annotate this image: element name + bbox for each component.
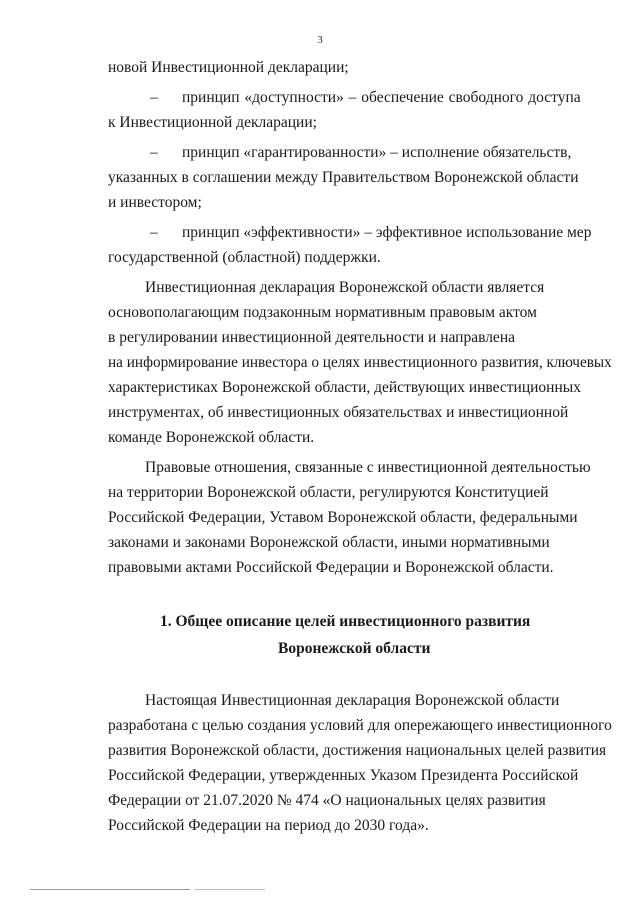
text-line: правовыми актами Российской Федерации и Воронежской области. (108, 559, 554, 576)
section-heading: 1. Общее описание целей инвестиционного развития (160, 613, 531, 630)
text-line: принцип «эффективности» – эффективное использование мер (182, 224, 592, 241)
text-line: принцип «гарантированности» – исполнение обязательств, (182, 144, 572, 161)
text-line: принцип «доступности» – обеспечение свободного доступа (182, 89, 581, 106)
section-heading: Воронежской области (278, 640, 431, 657)
text-line: инструментах, об инвестиционных обязательствах и инвестиционной (108, 404, 569, 421)
text-line: разработана с целью создания условий для опережающего инвестиционного (108, 717, 612, 734)
text-line: характеристиках Воронежской области, действующих инвестиционных (108, 379, 581, 396)
text-line: на информирование инвестора о целях инвестиционного развития, ключевых (108, 354, 612, 371)
text-line: Инвестиционная декларация Воронежской области является (145, 279, 545, 296)
text-line: развития Воронежской области, достижения национальных целей развития (108, 742, 607, 759)
text-line: Федерации от 21.07.2020 № 474 «О национальных целях развития (108, 792, 546, 809)
text-line: новой Инвестиционной декларации; (108, 59, 349, 76)
text-line: к Инвестиционной декларации; (108, 114, 317, 131)
footer-rule (195, 889, 265, 890)
text-line: в регулировании инвестиционной деятельности и направлена (108, 329, 515, 346)
bullet-dash: – (150, 89, 158, 106)
text-line: Российской Федерации на период до 2030 года». (108, 817, 429, 834)
text-line: и инвестором; (108, 194, 202, 211)
text-line: Российской Федерации, Уставом Воронежской области, федеральными (108, 509, 578, 526)
text-line: государственной (областной) поддержки. (108, 249, 381, 266)
page-number: 3 (317, 34, 323, 46)
text-line: законами и законами Воронежской области, иными нормативными (108, 534, 550, 551)
text-line: Российской Федерации, утвержденных Указом Президента Российской (108, 767, 579, 784)
bullet-dash: – (150, 144, 158, 161)
footer-rule (30, 889, 190, 890)
text-line: команде Воронежской области. (108, 429, 315, 446)
bullet-dash: – (150, 224, 158, 241)
text-line: Правовые отношения, связанные с инвестиционной деятельностью (145, 459, 591, 476)
text-line: указанных в соглашении между Правительством Воронежской области (108, 169, 579, 186)
text-line: Настоящая Инвестиционная декларация Воронежской области (145, 692, 560, 709)
text-line: на территории Воронежской области, регулируются Конституцией (108, 484, 549, 501)
text-line: основополагающим подзаконным нормативным правовым актом (108, 304, 537, 321)
